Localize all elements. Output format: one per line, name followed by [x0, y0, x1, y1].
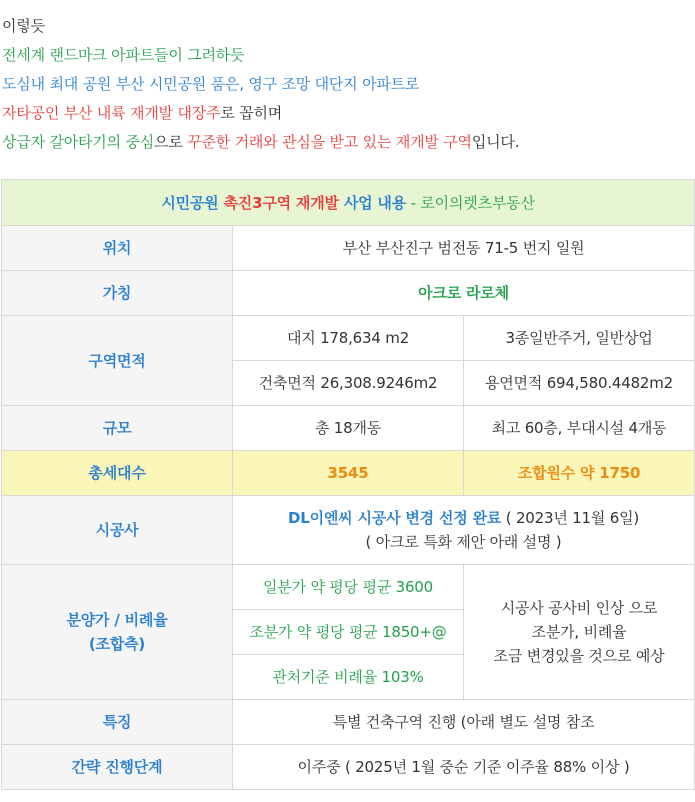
intro-line-2 — [2, 43, 695, 72]
intro-line-4-black: 로 꼽히며 — [220, 104, 283, 122]
price-note — [464, 565, 695, 700]
intro-line-1-text: 이렇듯 — [2, 17, 45, 35]
feature-value: 특별 건축구역 진행 (아래 별도 설명 참조 — [233, 700, 695, 745]
table-row-scale — [2, 406, 695, 451]
intro-line-2-text: 전세계 랜드마크 아파트들이 그려하듯 — [2, 46, 245, 64]
builder-note: ( 아크로 특화 제안 아래 설명 ) — [365, 533, 562, 551]
stage-label: 간략 진행단계 — [2, 745, 233, 790]
members-value: 조합원수 약 1750 — [464, 451, 695, 496]
title-part-1: 시민공원 — [161, 193, 224, 212]
feature-label: 특징 — [2, 700, 233, 745]
location-value: 부산 부산진구 범전동 71-5 번지 일원 — [233, 226, 695, 271]
table-row-builder — [2, 496, 695, 565]
price-ratio: 관처기준 비례율 103% — [233, 655, 464, 700]
price-note-line-1: 시공사 공사비 인상 으로 — [500, 599, 658, 617]
table-row-location — [2, 226, 695, 271]
table-row-feature — [2, 700, 695, 745]
intro-line-4-red: 자타공인 부산 내륙 재개발 대장주 — [2, 104, 221, 122]
area-zone: 3종일반주거, 일반상업 — [464, 316, 695, 361]
name-label: 가칭 — [2, 271, 233, 316]
price-note-line-2: 조분가, 비례율 — [531, 623, 627, 641]
location-label: 위치 — [2, 226, 233, 271]
table-row-stage — [2, 745, 695, 790]
intro-line-5-red: 꾸준한 거래와 관심을 받고 있는 재개발 구역 — [187, 133, 472, 151]
intro-text — [0, 0, 695, 159]
households-value: 3545 — [233, 451, 464, 496]
builder-value — [233, 496, 695, 565]
households-label: 총세대수 — [2, 451, 233, 496]
table-row-price-1 — [2, 565, 695, 610]
table-row-area-1 — [2, 316, 695, 361]
price-label-line-1: 분양가 / 비례율 — [66, 611, 168, 629]
price-label-line-2: (조합측) — [88, 635, 146, 653]
table-title — [2, 180, 695, 226]
area-label: 구역면적 — [2, 316, 233, 406]
intro-line-5 — [2, 130, 695, 159]
title-part-3: 사업 내용 — [338, 193, 407, 212]
table-row-households — [2, 451, 695, 496]
intro-line-1 — [2, 14, 695, 43]
intro-line-3 — [2, 72, 695, 101]
area-floor: 용연면적 694,580.4482m2 — [464, 361, 695, 406]
title-part-2: 촉진3구역 재개발 — [223, 193, 339, 212]
stage-value: 이주중 ( 2025년 1월 중순 기준 이주율 88% 이상 ) — [233, 745, 695, 790]
title-part-4: - 로이의렛츠부동산 — [406, 193, 535, 212]
builder-main: DL이엔씨 시공사 변경 선정 완료 — [287, 509, 502, 527]
intro-line-5-green: 상급자 갈아타기의 중심 — [2, 133, 155, 151]
scale-buildings: 총 18개동 — [233, 406, 464, 451]
scale-label: 규모 — [2, 406, 233, 451]
builder-line-1 — [237, 506, 690, 530]
name-value: 아크로 라로체 — [233, 271, 695, 316]
area-land: 대지 178,634 m2 — [233, 316, 464, 361]
intro-line-3-text: 도심내 최대 공원 부산 시민공원 품은, 영구 조망 대단지 아파트로 — [2, 75, 420, 93]
price-general: 일분가 약 평당 평균 3600 — [233, 565, 464, 610]
price-member: 조분가 약 평당 평균 1850+@ — [233, 610, 464, 655]
price-label — [2, 565, 233, 700]
price-note-line-3: 조금 변경있을 것으로 예상 — [493, 647, 665, 665]
builder-label: 시공사 — [2, 496, 233, 565]
intro-line-5-black-2: 입니다. — [471, 133, 520, 151]
intro-line-5-black-1: 으로 — [154, 133, 188, 151]
table-row-name — [2, 271, 695, 316]
builder-date: ( 2023년 11월 6일) — [501, 509, 640, 527]
project-info-table — [1, 179, 695, 790]
scale-floors: 최고 60층, 부대시설 4개동 — [464, 406, 695, 451]
intro-line-4 — [2, 101, 695, 130]
table-header-row — [2, 180, 695, 226]
area-building: 건축면적 26,308.9246m2 — [233, 361, 464, 406]
